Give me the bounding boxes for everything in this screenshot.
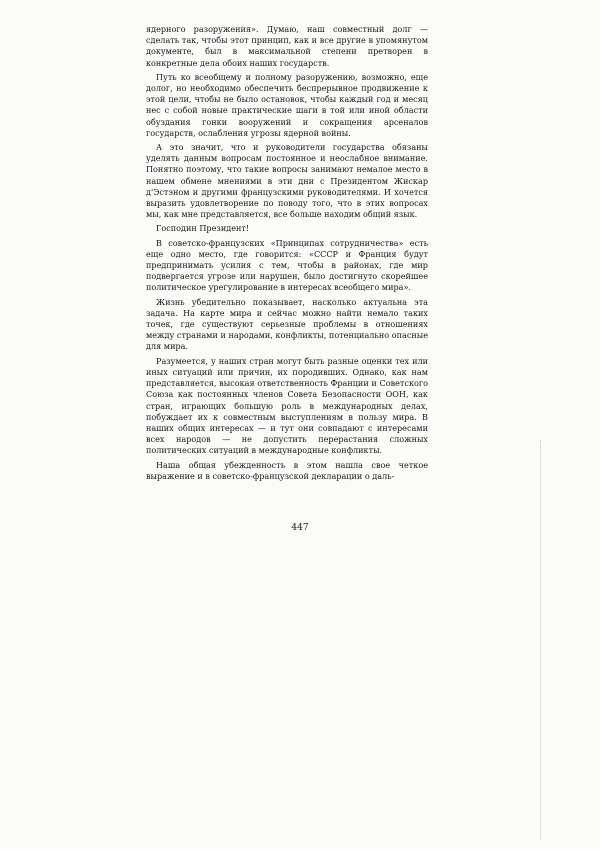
scan-edge-line [540,440,541,840]
paragraph: Жизнь убедительно показывает, насколько актуальна эта задача. На карте мира и сейчас можно найти немало таких точек, где существуют серьезные проблемы в отношениях между странами и народами, конфликты, потенциально опасные для мира. [146,296,428,352]
paragraph: Наша общая убежденность в этом нашла свое четкое выражение и в советско-французской декларации о даль- [146,459,428,481]
paragraph: ядерного разоружения». Думаю, наш совместный долг — сделать так, чтобы этот принцип, как и все другие в упомянутом документе, был в максимальной степени претворен в конкретные дела обоих наших государств. [146,24,428,68]
page-number: 447 [291,523,309,533]
paragraph: А это значит, что и руководители государства обязаны уделять данным вопросам постоянное и неослабное внимание. Понятно поэтому, что такие вопросы занимают немалое место в нашем обмене мнениями в эти дни с Президентом Жискар д'Эстэном и другими французскими руководителями. И хочется выразить удовлетворение по поводу того, что в этих вопросах мы, как мне представляется, все больше находим общий язык. [146,142,428,220]
paragraph: Путь ко всеобщему и полному разоружению, возможно, еще долог, но необходимо обеспечить беспрерывное продвижение к этой цели, чтобы не было остановок, чтобы каждый год и месяц нес с собой новые практические шаги в той или иной области обуздания гонки вооружений и сокращения арсеналов государств, ослабления угрозы ядерной войны. [146,71,428,138]
paragraph: Разумеется, у наших стран могут быть разные оценки тех или иных ситуаций или причин, их породивших. Однако, как нам представляется, высокая ответственность Франции и Советского Союза как постоянных членов Совета Безопасности ООН, как стран, играющих большую роль в международных делах, побуждает их к совместным выступлениям в пользу мира. В наших общих интересах — и тут они совпадают с интересами всех народов — не допустить перерастания сложных политических ситуаций в международные конфликты. [146,355,428,456]
text-column [146,24,428,485]
paragraph: В советско-французских «Принципах сотрудничества» есть еще одно место, где говорится: «СССР и Франция будут предпринимать усилия с тем, чтобы в районах, где мир подвергается угрозе или нарушен, было достигнуто скорейшее политическое урегулирование в интересах всеобщего мира». [146,237,428,293]
salutation: Господин Президент! [156,223,250,234]
